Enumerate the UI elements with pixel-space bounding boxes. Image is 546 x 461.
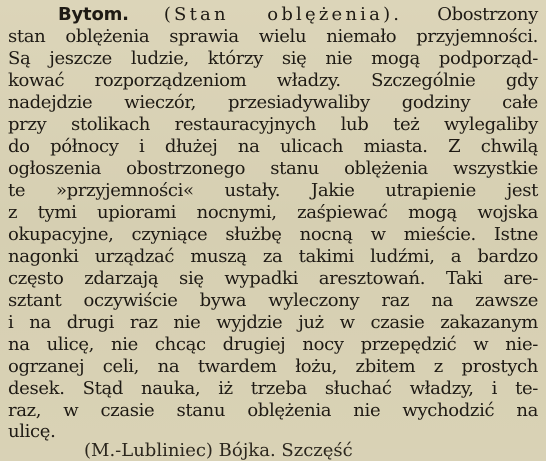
text-line: z tymi upiorami nocnymi, zaśpiewać mogą wojska bbox=[8, 202, 538, 223]
text-line: ogrzanej celi, na twardem łożu, zbitem z prostych bbox=[8, 356, 538, 377]
text-line: kować rozporządzeniom władzy. Szczególnie gdy bbox=[8, 70, 538, 91]
text-line: często zdarzają się wypadki aresztowań. Taki are- bbox=[8, 268, 538, 289]
text-line: te »przyjemności« ustały. Jakie utrapienie jest bbox=[8, 180, 538, 201]
text-line: na ulicę, nie chcąc drugiej nocy przepędzić w nie- bbox=[8, 334, 538, 355]
text-line: sztant oczywiście bywa wyleczony raz na zawsze bbox=[8, 290, 538, 311]
next-item-cut-off-line: (M.-Lubliniec) Bójka. Szczęść bbox=[84, 440, 353, 461]
text-line: okupacyjne, czyniące służbę nocną w mieście. Istne bbox=[8, 224, 538, 245]
text-line: stan oblężenia sprawia wielu niemało przyjemności. bbox=[8, 26, 538, 47]
text-line: Są jeszcze ludzie, którzy się nie mogą podporząd- bbox=[8, 48, 538, 69]
headline-place: Bytom. bbox=[58, 4, 129, 25]
text-line: ulicę. bbox=[8, 421, 56, 442]
text-line: desek. Stąd nauka, iż trzeba słuchać władzy, i te- bbox=[8, 378, 538, 399]
headline-title: (Stan oblężenia). bbox=[163, 4, 403, 25]
text-line: i na drugi raz nie wyjdzie już w czasie zakazanym bbox=[8, 312, 538, 333]
text-line: nadejdzie wieczór, przesiadywaliby godziny całe bbox=[8, 92, 538, 113]
headline-line bbox=[58, 4, 538, 25]
text-line: raz, w czasie stanu oblężenia nie wychodzić na bbox=[8, 400, 538, 421]
text-line: przy stolikach restauracyjnych lub też wylegaliby bbox=[8, 114, 538, 135]
text-line: Obostrzony bbox=[437, 4, 538, 25]
text-line: do północy i dłużej na ulicach miasta. Z chwilą bbox=[8, 136, 538, 157]
text-line: nagonki urządzać muszą za takimi ludźmi, a bardzo bbox=[8, 246, 538, 267]
text-line: ogłoszenia obostrzonego stanu oblężenia wszystkie bbox=[8, 158, 538, 179]
